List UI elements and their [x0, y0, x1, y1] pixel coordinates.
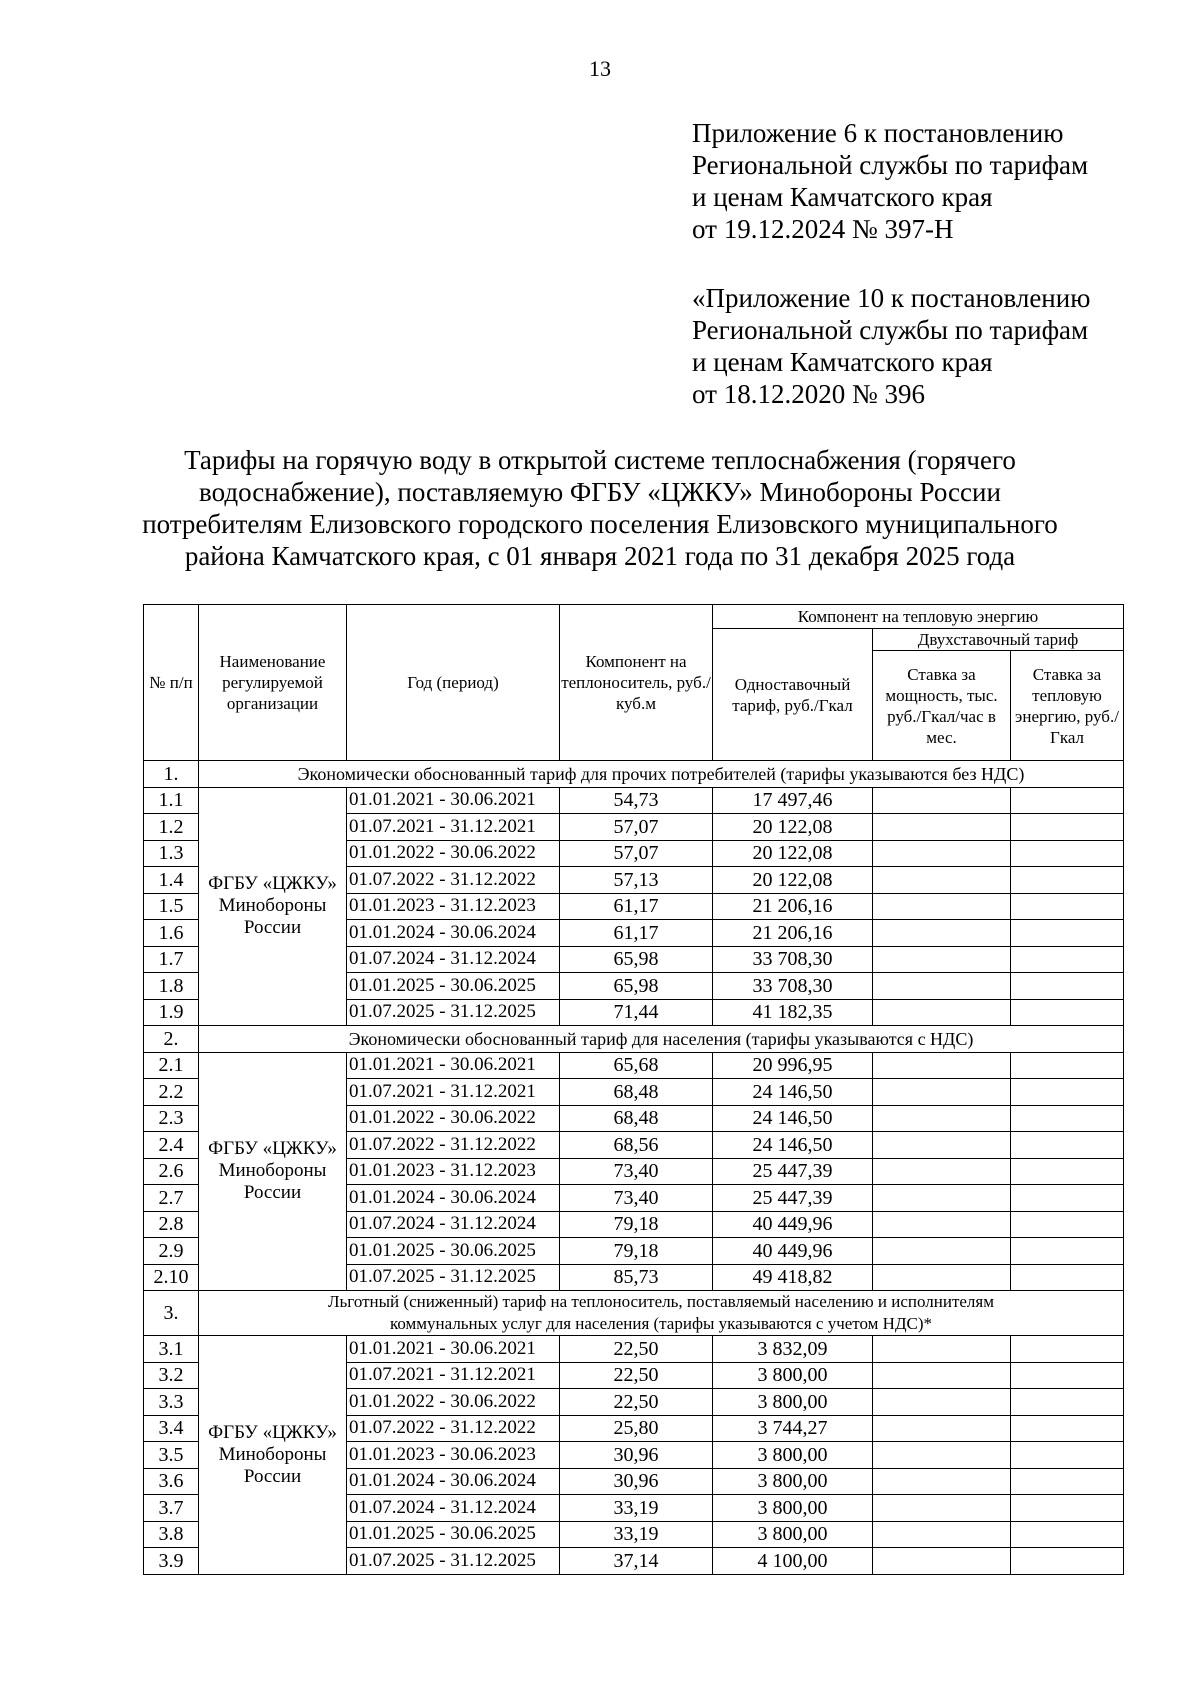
- coolant-component-cell: 22,50: [560, 1362, 713, 1389]
- capacity-rate-cell: [873, 1521, 1011, 1548]
- row-number: 2.2: [144, 1079, 199, 1106]
- row-number: 3.8: [144, 1521, 199, 1548]
- single-rate-cell: 21 206,16: [713, 920, 873, 947]
- row-number: 2.10: [144, 1264, 199, 1291]
- capacity-rate-cell: [873, 814, 1011, 841]
- appendix-line: «Приложение 10 к постановлению: [692, 283, 1091, 313]
- single-rate-cell: 3 800,00: [713, 1442, 873, 1469]
- section-header-row: [144, 1026, 1124, 1053]
- appendix-line: от 19.12.2024 № 397-Н: [692, 214, 954, 244]
- period-cell: 01.07.2024 - 31.12.2024: [347, 1211, 560, 1238]
- appendix-current-header: [692, 117, 1088, 245]
- title-line: района Камчатского края, с 01 января 2021 года по 31 декабря 2025 года: [184, 541, 1016, 571]
- coolant-component-cell: 61,17: [560, 920, 713, 947]
- coolant-component-cell: 73,40: [560, 1158, 713, 1185]
- period-cell: 01.01.2021 - 30.06.2021: [347, 787, 560, 814]
- coolant-component-cell: 68,56: [560, 1132, 713, 1159]
- appendix-original-header: [692, 282, 1090, 410]
- period-cell: 01.01.2021 - 30.06.2021: [347, 1336, 560, 1363]
- coolant-component-cell: 33,19: [560, 1495, 713, 1522]
- row-number: 1.4: [144, 867, 199, 894]
- row-number: 1.9: [144, 999, 199, 1026]
- single-rate-cell: 41 182,35: [713, 999, 873, 1026]
- period-cell: 01.01.2023 - 31.12.2023: [347, 893, 560, 920]
- period-cell: 01.07.2024 - 31.12.2024: [347, 946, 560, 973]
- header-num: № п/п: [144, 605, 199, 761]
- energy-rate-cell: [1011, 1336, 1124, 1363]
- row-number: 1.7: [144, 946, 199, 973]
- energy-rate-cell: [1011, 1211, 1124, 1238]
- title-line: Тарифы на горячую воду в открытой системе теплоснабжения (горячего: [184, 445, 1016, 475]
- coolant-component-cell: 61,17: [560, 893, 713, 920]
- section-header-row: [144, 761, 1124, 788]
- header-org: Наименование регулируемой организации: [199, 605, 347, 761]
- tariff-table-body: [144, 761, 1124, 1575]
- energy-rate-cell: [1011, 1105, 1124, 1132]
- appendix-line: Региональной службы по тарифам: [692, 315, 1089, 345]
- row-number: 1.8: [144, 973, 199, 1000]
- capacity-rate-cell: [873, 1211, 1011, 1238]
- single-rate-cell: 20 996,95: [713, 1052, 873, 1079]
- single-rate-cell: 40 449,96: [713, 1211, 873, 1238]
- row-number: 3.7: [144, 1495, 199, 1522]
- period-cell: 01.07.2021 - 31.12.2021: [347, 814, 560, 841]
- header-single-rate: Одноставочный тариф, руб./Гкал: [713, 629, 873, 761]
- period-cell: 01.07.2025 - 31.12.2025: [347, 1548, 560, 1575]
- coolant-component-cell: 25,80: [560, 1415, 713, 1442]
- header-period: Год (период): [347, 605, 560, 761]
- row-number: 3.3: [144, 1389, 199, 1416]
- period-cell: 01.01.2025 - 30.06.2025: [347, 1238, 560, 1265]
- energy-rate-cell: [1011, 1185, 1124, 1212]
- period-cell: 01.01.2025 - 30.06.2025: [347, 973, 560, 1000]
- row-number: 2.1: [144, 1052, 199, 1079]
- single-rate-cell: 21 206,16: [713, 893, 873, 920]
- period-cell: 01.01.2024 - 30.06.2024: [347, 1185, 560, 1212]
- coolant-component-cell: 30,96: [560, 1468, 713, 1495]
- section-number: 1.: [144, 761, 199, 788]
- period-cell: 01.01.2024 - 30.06.2024: [347, 920, 560, 947]
- organization-name: ФГБУ «ЦЖКУ» Минобороны России: [199, 1336, 347, 1575]
- section-title: Экономически обоснованный тариф для прочих потребителей (тарифы указываются без НДС): [199, 761, 1124, 788]
- single-rate-cell: 3 800,00: [713, 1521, 873, 1548]
- energy-rate-cell: [1011, 867, 1124, 894]
- energy-rate-cell: [1011, 787, 1124, 814]
- single-rate-cell: 25 447,39: [713, 1158, 873, 1185]
- period-cell: 01.07.2025 - 31.12.2025: [347, 1264, 560, 1291]
- coolant-component-cell: 79,18: [560, 1211, 713, 1238]
- period-cell: 01.01.2024 - 30.06.2024: [347, 1468, 560, 1495]
- section-title-line: коммунальных услуг для населения (тарифы указываются с учетом НДС)*: [389, 1314, 933, 1333]
- capacity-rate-cell: [873, 1264, 1011, 1291]
- energy-rate-cell: [1011, 814, 1124, 841]
- row-number: 1.5: [144, 893, 199, 920]
- period-cell: 01.07.2021 - 31.12.2021: [347, 1079, 560, 1106]
- appendix-line: и ценам Камчатского края: [692, 347, 993, 377]
- header-energy-rate: Ставка за тепловую энергию, руб./Гкал: [1011, 651, 1124, 761]
- coolant-component-cell: 65,98: [560, 973, 713, 1000]
- capacity-rate-cell: [873, 787, 1011, 814]
- period-cell: 01.01.2023 - 30.06.2023: [347, 1442, 560, 1469]
- capacity-rate-cell: [873, 1442, 1011, 1469]
- capacity-rate-cell: [873, 1185, 1011, 1212]
- table-row: [144, 787, 1124, 814]
- row-number: 1.2: [144, 814, 199, 841]
- coolant-component-cell: 57,07: [560, 840, 713, 867]
- single-rate-cell: 3 800,00: [713, 1468, 873, 1495]
- energy-rate-cell: [1011, 999, 1124, 1026]
- capacity-rate-cell: [873, 1052, 1011, 1079]
- period-cell: 01.07.2022 - 31.12.2022: [347, 1415, 560, 1442]
- coolant-component-cell: 79,18: [560, 1238, 713, 1265]
- energy-rate-cell: [1011, 1495, 1124, 1522]
- section-number: 2.: [144, 1026, 199, 1053]
- header-capacity-rate: Ставка за мощность, тыс. руб./Гкал/час в мес.: [873, 651, 1011, 761]
- organization-name: ФГБУ «ЦЖКУ» Минобороны России: [199, 787, 347, 1026]
- capacity-rate-cell: [873, 1389, 1011, 1416]
- single-rate-cell: 33 708,30: [713, 946, 873, 973]
- single-rate-cell: 3 800,00: [713, 1362, 873, 1389]
- organization-name: ФГБУ «ЦЖКУ» Минобороны России: [199, 1052, 347, 1291]
- row-number: 2.9: [144, 1238, 199, 1265]
- period-cell: 01.01.2022 - 30.06.2022: [347, 840, 560, 867]
- period-cell: 01.01.2023 - 31.12.2023: [347, 1158, 560, 1185]
- tariff-table: [143, 604, 1124, 1575]
- capacity-rate-cell: [873, 1158, 1011, 1185]
- single-rate-cell: 20 122,08: [713, 814, 873, 841]
- energy-rate-cell: [1011, 1079, 1124, 1106]
- row-number: 1.3: [144, 840, 199, 867]
- single-rate-cell: 33 708,30: [713, 973, 873, 1000]
- section-header-row: [144, 1291, 1124, 1336]
- header-coolant: Компонент на теплоноситель, руб./куб.м: [560, 605, 713, 761]
- energy-rate-cell: [1011, 1052, 1124, 1079]
- energy-rate-cell: [1011, 1158, 1124, 1185]
- capacity-rate-cell: [873, 1468, 1011, 1495]
- capacity-rate-cell: [873, 1105, 1011, 1132]
- single-rate-cell: 24 146,50: [713, 1079, 873, 1106]
- single-rate-cell: 24 146,50: [713, 1132, 873, 1159]
- coolant-component-cell: 33,19: [560, 1521, 713, 1548]
- coolant-component-cell: 30,96: [560, 1442, 713, 1469]
- row-number: 2.6: [144, 1158, 199, 1185]
- capacity-rate-cell: [873, 1362, 1011, 1389]
- energy-rate-cell: [1011, 946, 1124, 973]
- energy-rate-cell: [1011, 840, 1124, 867]
- section-title-line: Льготный (сниженный) тариф на теплоноситель, поставляемый населению и исполнителям: [328, 1292, 994, 1311]
- table-row: [144, 1052, 1124, 1079]
- row-number: 1.1: [144, 787, 199, 814]
- coolant-component-cell: 37,14: [560, 1548, 713, 1575]
- capacity-rate-cell: [873, 1415, 1011, 1442]
- capacity-rate-cell: [873, 840, 1011, 867]
- row-number: 3.4: [144, 1415, 199, 1442]
- capacity-rate-cell: [873, 1079, 1011, 1106]
- header-two-rate-group: Двухставочный тариф: [873, 629, 1124, 651]
- period-cell: 01.01.2025 - 30.06.2025: [347, 1521, 560, 1548]
- period-cell: 01.07.2022 - 31.12.2022: [347, 867, 560, 894]
- header-thermal-group: Компонент на тепловую энергию: [713, 605, 1124, 629]
- row-number: 3.1: [144, 1336, 199, 1363]
- single-rate-cell: 17 497,46: [713, 787, 873, 814]
- period-cell: 01.01.2022 - 30.06.2022: [347, 1389, 560, 1416]
- single-rate-cell: 3 744,27: [713, 1415, 873, 1442]
- coolant-component-cell: 71,44: [560, 999, 713, 1026]
- coolant-component-cell: 65,98: [560, 946, 713, 973]
- single-rate-cell: 40 449,96: [713, 1238, 873, 1265]
- capacity-rate-cell: [873, 946, 1011, 973]
- period-cell: 01.07.2021 - 31.12.2021: [347, 1362, 560, 1389]
- energy-rate-cell: [1011, 1548, 1124, 1575]
- period-cell: 01.07.2022 - 31.12.2022: [347, 1132, 560, 1159]
- energy-rate-cell: [1011, 1521, 1124, 1548]
- capacity-rate-cell: [873, 1495, 1011, 1522]
- period-cell: 01.07.2024 - 31.12.2024: [347, 1495, 560, 1522]
- energy-rate-cell: [1011, 893, 1124, 920]
- energy-rate-cell: [1011, 1415, 1124, 1442]
- energy-rate-cell: [1011, 920, 1124, 947]
- title-line: потребителям Елизовского городского поселения Елизовского муниципального: [142, 509, 1058, 539]
- single-rate-cell: 20 122,08: [713, 867, 873, 894]
- row-number: 2.7: [144, 1185, 199, 1212]
- coolant-component-cell: 68,48: [560, 1105, 713, 1132]
- row-number: 1.6: [144, 920, 199, 947]
- table-row: [144, 1336, 1124, 1363]
- section-number: 3.: [144, 1291, 199, 1336]
- coolant-component-cell: 22,50: [560, 1389, 713, 1416]
- appendix-line: Региональной службы по тарифам: [692, 150, 1089, 180]
- energy-rate-cell: [1011, 1132, 1124, 1159]
- capacity-rate-cell: [873, 973, 1011, 1000]
- row-number: 2.4: [144, 1132, 199, 1159]
- single-rate-cell: 25 447,39: [713, 1185, 873, 1212]
- appendix-line: Приложение 6 к постановлению: [692, 118, 1064, 148]
- coolant-component-cell: 73,40: [560, 1185, 713, 1212]
- capacity-rate-cell: [873, 1238, 1011, 1265]
- period-cell: 01.07.2025 - 31.12.2025: [347, 999, 560, 1026]
- capacity-rate-cell: [873, 920, 1011, 947]
- energy-rate-cell: [1011, 1238, 1124, 1265]
- energy-rate-cell: [1011, 1362, 1124, 1389]
- row-number: 2.3: [144, 1105, 199, 1132]
- single-rate-cell: 24 146,50: [713, 1105, 873, 1132]
- document-title: [130, 444, 1070, 572]
- energy-rate-cell: [1011, 1389, 1124, 1416]
- capacity-rate-cell: [873, 867, 1011, 894]
- row-number: 3.5: [144, 1442, 199, 1469]
- coolant-component-cell: 65,68: [560, 1052, 713, 1079]
- single-rate-cell: 49 418,82: [713, 1264, 873, 1291]
- capacity-rate-cell: [873, 1548, 1011, 1575]
- row-number: 3.2: [144, 1362, 199, 1389]
- row-number: 3.6: [144, 1468, 199, 1495]
- coolant-component-cell: 22,50: [560, 1336, 713, 1363]
- period-cell: 01.01.2022 - 30.06.2022: [347, 1105, 560, 1132]
- row-number: 3.9: [144, 1548, 199, 1575]
- title-line: водоснабжение), поставляемую ФГБУ «ЦЖКУ» Минобороны России: [199, 477, 1001, 507]
- capacity-rate-cell: [873, 1336, 1011, 1363]
- capacity-rate-cell: [873, 999, 1011, 1026]
- coolant-component-cell: 57,13: [560, 867, 713, 894]
- page-number: 13: [589, 56, 611, 81]
- coolant-component-cell: 68,48: [560, 1079, 713, 1106]
- appendix-line: от 18.12.2020 № 396: [692, 379, 925, 409]
- energy-rate-cell: [1011, 1264, 1124, 1291]
- single-rate-cell: 4 100,00: [713, 1548, 873, 1575]
- coolant-component-cell: 57,07: [560, 814, 713, 841]
- capacity-rate-cell: [873, 1132, 1011, 1159]
- single-rate-cell: 3 800,00: [713, 1495, 873, 1522]
- section-title: [199, 1291, 1124, 1336]
- energy-rate-cell: [1011, 973, 1124, 1000]
- energy-rate-cell: [1011, 1442, 1124, 1469]
- single-rate-cell: 20 122,08: [713, 840, 873, 867]
- energy-rate-cell: [1011, 1468, 1124, 1495]
- coolant-component-cell: 85,73: [560, 1264, 713, 1291]
- coolant-component-cell: 54,73: [560, 787, 713, 814]
- single-rate-cell: 3 800,00: [713, 1389, 873, 1416]
- section-title: Экономически обоснованный тариф для населения (тарифы указываются с НДС): [199, 1026, 1124, 1053]
- capacity-rate-cell: [873, 893, 1011, 920]
- single-rate-cell: 3 832,09: [713, 1336, 873, 1363]
- row-number: 2.8: [144, 1211, 199, 1238]
- appendix-line: и ценам Камчатского края: [692, 182, 993, 212]
- period-cell: 01.01.2021 - 30.06.2021: [347, 1052, 560, 1079]
